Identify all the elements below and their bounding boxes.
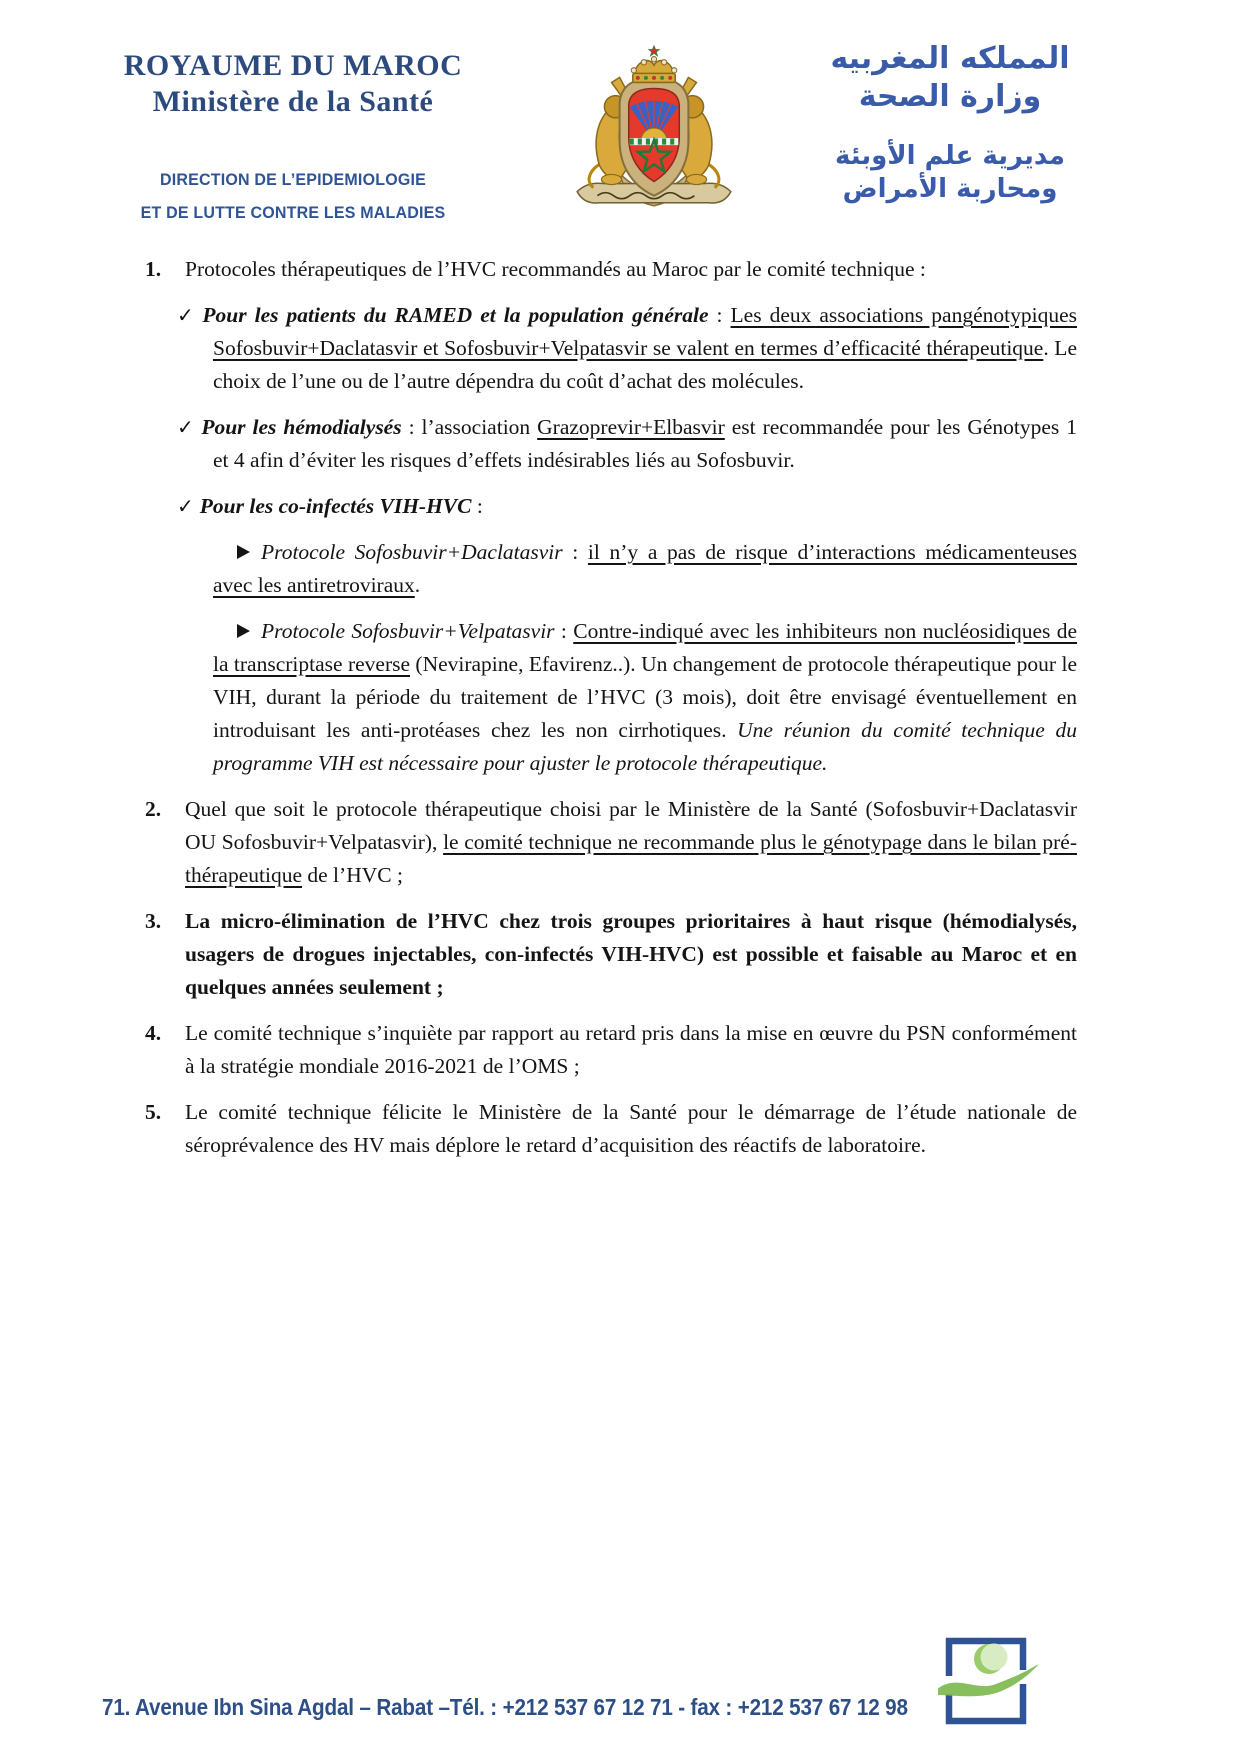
header-arabic-block xyxy=(780,40,1120,206)
text-segment: . Le choix de l’une ou de l’autre dépendra du coût d’achat des molécules. xyxy=(213,336,1077,393)
item-number: 2. xyxy=(145,797,162,821)
item-number: 4. xyxy=(145,1021,162,1045)
text-segment: le comité technique ne recommande plus le génotypage dans le bilan pré-thérapeutique xyxy=(185,830,1077,887)
text-segment: Les deux associations pangénotypiques Sofosbuvir+Daclatasvir et Sofosbuvir+Velpatasvir se valent en termes d’efficacité thérapeutique xyxy=(213,303,1077,360)
item-number: 3. xyxy=(145,909,162,933)
org-title-line2: Ministère de la Santé xyxy=(152,85,434,118)
text-segment: Contre-indiqué avec les inhibiteurs non nucléosidiques de la transcriptase reverse xyxy=(213,619,1078,676)
item-number: 5. xyxy=(145,1100,162,1124)
text-segment: Une réunion du comité technique du programme VIH est nécessaire pour ajuster le protocole thérapeutique. xyxy=(213,718,1077,775)
bullet-item-5 xyxy=(213,536,1077,602)
text-segment: (Nevirapine, Efavirenz..). Un changement de protocole thérapeutique pour le VIH, durant la période du traitement de l’HVC (3 mois), doit être envisagé éventuellement en introduisant les anti-protéases chez les non cirrhotiques. xyxy=(213,652,1077,742)
checkmark-icon: ✓ xyxy=(177,494,194,518)
text-segment: est recommandée pour les Génotypes 1 et 4 afin d’éviter les risques d’effets indésirables liés au Sofosbuvir. xyxy=(213,415,1077,472)
text-segment: il n’y a pas de risque d’interactions médicamenteuses avec les antiretroviraux xyxy=(213,540,1077,597)
document-body-list xyxy=(145,253,1077,1175)
text-segment: : xyxy=(471,494,483,518)
department-line1: DIRECTION DE L’EPIDEMIOLOGIE xyxy=(160,171,426,189)
org-title-line1: ROYAUME DU MAROC xyxy=(123,49,463,82)
item-number: 1. xyxy=(145,257,162,281)
text-segment: : xyxy=(708,303,731,327)
text-segment: Pour les co-infectés VIH-HVC xyxy=(199,494,472,518)
text-segment: Le comité technique s’inquiète par rapport au retard pris dans la mise en œuvre du PSN conformément à la stratégie mondiale 2016-2021 de l’OMS ; xyxy=(185,1021,1077,1078)
text-segment: . xyxy=(414,573,421,597)
text-segment: Grazoprevir+Elbasvir xyxy=(537,415,725,439)
moroccan-coat-of-arms-icon xyxy=(563,44,745,227)
text-segment: : xyxy=(554,619,574,643)
text-segment: Le comité technique félicite le Ministère de la Santé pour le démarrage de l’étude nationale de séroprévalence des HV mais déplore le retard d’acquisition des réactifs de laboratoire. xyxy=(185,1100,1077,1157)
numbered-item-4 xyxy=(145,1017,1077,1083)
arrow-bullet-icon xyxy=(237,624,250,638)
bullet-item-4 xyxy=(177,490,1077,523)
bullet-item-2 xyxy=(177,299,1077,398)
text-segment: : l’association xyxy=(401,415,538,439)
text-segment: : xyxy=(562,540,588,564)
text-segment: Protocole Sofosbuvir+Daclatasvir xyxy=(261,540,563,564)
department-line2: ET DE LUTTE CONTRE LES MALADIES xyxy=(140,204,446,222)
arabic-title-line2: وزارة الصحة xyxy=(858,79,1042,114)
text-segment: Protocoles thérapeutiques de l’HVC recommandés au Maroc par le comité technique : xyxy=(185,257,926,281)
bullet-item-6 xyxy=(213,615,1077,780)
arabic-department-line2: ومحاربة الأمراض xyxy=(842,174,1058,204)
footer-address: 71. Avenue Ibn Sina Agdal – Rabat –Tél. : +212 537 67 12 71 - fax : +212 537 67 12 98 xyxy=(102,1694,908,1720)
arrow-bullet-icon xyxy=(237,545,250,559)
numbered-item-5 xyxy=(145,1096,1077,1162)
header-department-block xyxy=(123,164,463,230)
numbered-item-2 xyxy=(145,793,1077,892)
text-segment: Pour les hémodialysés xyxy=(201,415,402,439)
checkmark-icon: ✓ xyxy=(177,303,197,327)
arabic-title-line1: المملكه المغربيه xyxy=(830,41,1070,76)
ministry-health-logo-icon xyxy=(938,1628,1038,1739)
checkmark-icon: ✓ xyxy=(177,415,196,439)
text-segment: de l’HVC ; xyxy=(302,863,403,887)
text-segment: La micro-élimination de l’HVC chez trois groupes prioritaires à haut risque (hémodialysés, usagers de drogues injectables, con-infectés VIH-HVC) est possible et faisable au Maroc et en quelques années seulement ; xyxy=(185,909,1077,999)
text-segment: Quel que soit le protocole thérapeutique choisi par le Ministère de la Santé (Sofosbuvir+Daclatasvir OU Sofosbuvir+Velpatasvir), xyxy=(185,797,1077,854)
numbered-item-1 xyxy=(145,253,1077,286)
numbered-item-3 xyxy=(145,905,1077,1004)
text-segment: Pour les patients du RAMED et la population générale xyxy=(202,303,709,327)
bullet-item-3 xyxy=(177,411,1077,477)
header-french-block xyxy=(118,48,468,120)
arabic-department-line1: مديرية علم الأوبئة xyxy=(834,141,1066,171)
text-segment: Protocole Sofosbuvir+Velpatasvir xyxy=(261,619,555,643)
